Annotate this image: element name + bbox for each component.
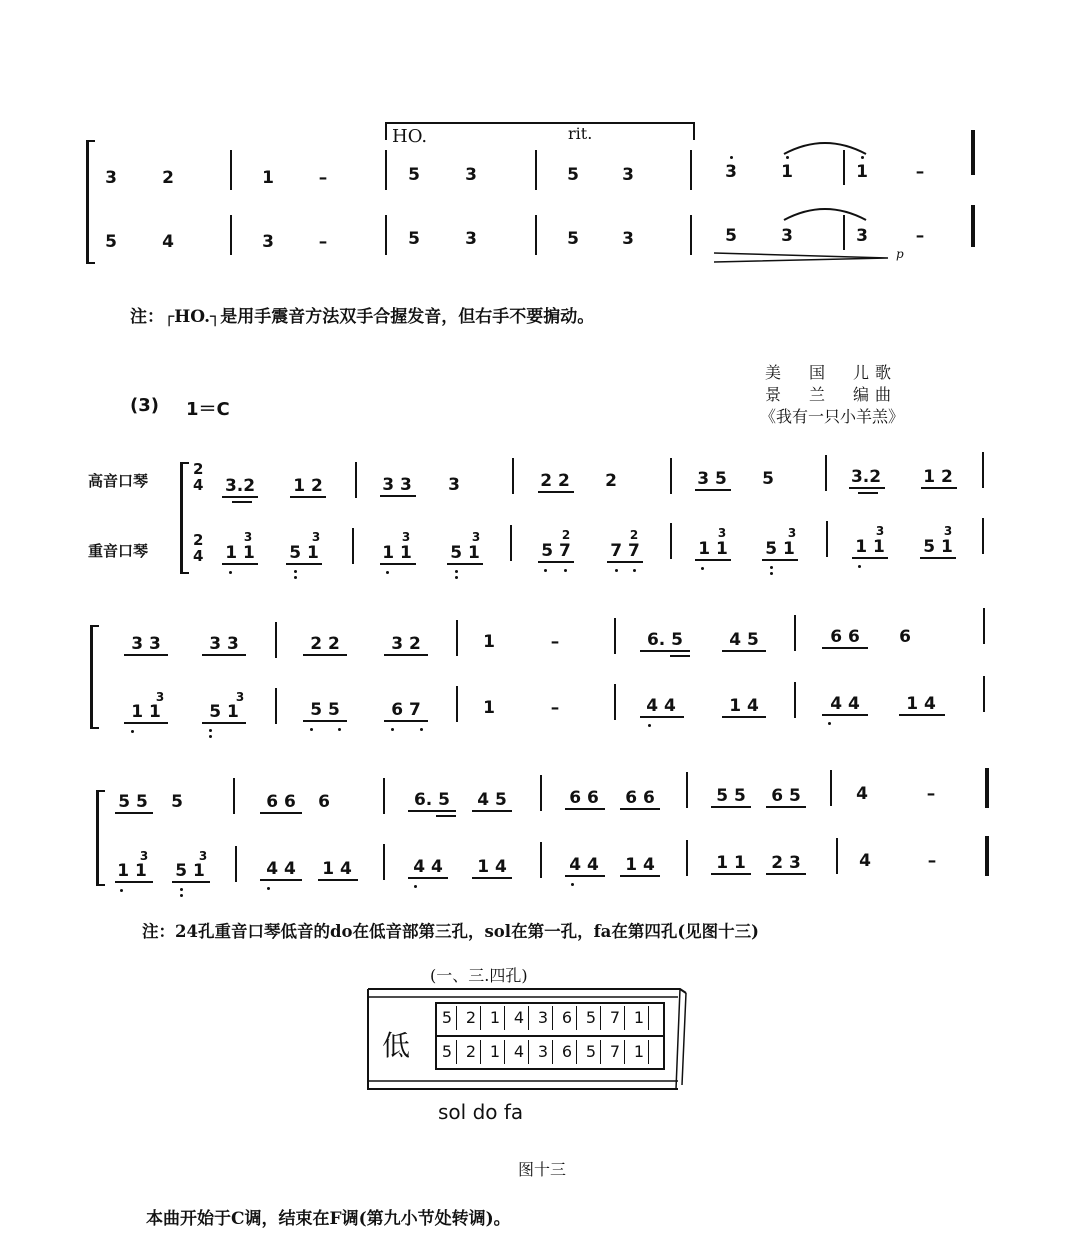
final-barline bbox=[985, 836, 989, 876]
s2-lower: 6 7 bbox=[391, 700, 421, 720]
top-lower-note: 3 bbox=[465, 229, 477, 249]
s1-upper: 5 bbox=[762, 469, 774, 489]
hole-cell: 7 bbox=[606, 1040, 625, 1064]
hole-cell: 4 bbox=[510, 1040, 529, 1064]
s3-lower: 4 bbox=[859, 851, 871, 871]
time-sig-bottom: 4 bbox=[193, 547, 204, 565]
s1-upper: 3 3 bbox=[382, 475, 412, 495]
hole-cell: 7 bbox=[606, 1006, 625, 1030]
beam bbox=[384, 720, 428, 722]
top-upper-note: 3 bbox=[465, 165, 477, 185]
barline bbox=[825, 455, 827, 491]
low-octave-dot bbox=[648, 724, 651, 727]
barline bbox=[355, 462, 357, 498]
low-octave-dot bbox=[391, 728, 394, 731]
s3-lower: 2 3 bbox=[771, 853, 801, 873]
top-lower-note: 4 bbox=[162, 232, 174, 252]
beam bbox=[538, 561, 574, 563]
s2-lower: 5 1 bbox=[209, 702, 239, 722]
beam bbox=[565, 875, 605, 877]
beam bbox=[766, 873, 806, 875]
barline bbox=[352, 528, 354, 564]
beam bbox=[380, 563, 416, 565]
s1-upper: 3.2 bbox=[224, 476, 256, 496]
low-octave-dot bbox=[294, 570, 297, 573]
hole-cell: 4 bbox=[510, 1006, 529, 1030]
top-upper-note: 5 bbox=[567, 165, 579, 185]
beam bbox=[260, 879, 302, 881]
hole-cell: 6 bbox=[558, 1006, 577, 1030]
barline bbox=[275, 622, 277, 658]
tie-arc bbox=[780, 202, 870, 224]
beam bbox=[640, 650, 690, 652]
s1-lower: 1 1 bbox=[855, 537, 885, 557]
beam bbox=[384, 654, 428, 656]
s3-upper: 4 5 bbox=[477, 790, 507, 810]
s2-upper: 6 bbox=[899, 627, 911, 647]
s2-upper: 3 2 bbox=[391, 634, 421, 654]
beam bbox=[303, 654, 347, 656]
low-octave-dot bbox=[180, 888, 183, 891]
barline bbox=[983, 676, 985, 712]
s1-lower: 5 7 bbox=[541, 541, 571, 561]
low-octave-dot bbox=[770, 566, 773, 569]
beam bbox=[858, 492, 878, 494]
s2-lower: 1 4 bbox=[906, 694, 936, 714]
beam bbox=[318, 879, 358, 881]
s1-upper: 3 5 bbox=[697, 469, 727, 489]
s2-upper: – bbox=[550, 632, 560, 652]
s2-lower: 4 4 bbox=[830, 694, 860, 714]
hole-cell: 1 bbox=[486, 1006, 505, 1030]
barline bbox=[535, 150, 537, 190]
beam bbox=[695, 489, 731, 491]
top-lower-note: – bbox=[318, 232, 328, 252]
s2-lower: 4 4 bbox=[646, 696, 676, 716]
ho-label: HO. bbox=[392, 126, 428, 147]
hole-cell: 2 bbox=[462, 1006, 481, 1030]
barline bbox=[690, 150, 692, 190]
beam bbox=[695, 559, 731, 561]
hole-cell: 1 bbox=[630, 1040, 649, 1064]
low-octave-dot bbox=[120, 889, 123, 892]
top-upper-note: – bbox=[915, 162, 925, 182]
barline bbox=[383, 778, 385, 814]
low-octave-dot bbox=[828, 722, 831, 725]
barline bbox=[614, 618, 616, 654]
s1-upper: 2 bbox=[605, 471, 617, 491]
s3-lower: 1 4 bbox=[322, 859, 352, 879]
top-lower-note: 3 bbox=[856, 226, 868, 246]
hole-cell: 1 bbox=[630, 1006, 649, 1030]
top-lower-note: 3 bbox=[622, 229, 634, 249]
low-octave-dot bbox=[455, 570, 458, 573]
s3-upper: 6 5 bbox=[771, 786, 801, 806]
top-system-brace bbox=[86, 140, 95, 264]
beam bbox=[620, 875, 660, 877]
s1-chord-top: 3 bbox=[717, 526, 727, 540]
hole-cell: 5 bbox=[582, 1040, 601, 1064]
low-octave-dot bbox=[571, 883, 574, 886]
low-octave-dot bbox=[858, 565, 861, 568]
s2-lower: 5 5 bbox=[310, 700, 340, 720]
barline bbox=[512, 458, 514, 494]
s3-upper: 6 6 bbox=[266, 792, 296, 812]
beam bbox=[408, 810, 456, 812]
s3-upper: 6. 5 bbox=[413, 790, 451, 810]
low-octave-dot bbox=[267, 887, 270, 890]
beam bbox=[849, 487, 885, 489]
s1-upper: 3 bbox=[448, 475, 460, 495]
s3-chord-top: 3 bbox=[198, 849, 208, 863]
hole-cell: 3 bbox=[534, 1040, 553, 1064]
s2-chord-top: 3 bbox=[235, 690, 245, 704]
low-octave-dot bbox=[615, 569, 618, 572]
beam bbox=[711, 873, 751, 875]
barline bbox=[794, 682, 796, 718]
barline bbox=[456, 620, 458, 656]
beam bbox=[722, 716, 766, 718]
s2-chord-top: 3 bbox=[155, 690, 165, 704]
s3-lower: 4 4 bbox=[413, 857, 443, 877]
s2-lower: – bbox=[550, 698, 560, 718]
s2-upper: 2 2 bbox=[310, 634, 340, 654]
beam bbox=[172, 881, 210, 883]
s1-chord-top: 3 bbox=[787, 526, 797, 540]
system3-brace bbox=[96, 790, 105, 886]
piece-number: (3) bbox=[130, 395, 159, 416]
s1-lower: 5 1 bbox=[765, 539, 795, 559]
tie-arc bbox=[780, 136, 870, 158]
s1-lower: 5 1 bbox=[289, 543, 319, 563]
top-lower-note: 5 bbox=[567, 229, 579, 249]
beam bbox=[286, 563, 322, 565]
s3-upper: 5 5 bbox=[118, 792, 148, 812]
s2-lower: 1 bbox=[483, 698, 495, 718]
beam bbox=[447, 563, 483, 565]
hole-cell: 5 bbox=[438, 1006, 457, 1030]
s3-upper: 4 bbox=[856, 784, 868, 804]
s2-lower: 1 4 bbox=[729, 696, 759, 716]
beam bbox=[899, 714, 945, 716]
s3-upper: 6 6 bbox=[625, 788, 655, 808]
low-octave-dot bbox=[209, 729, 212, 732]
beam bbox=[380, 495, 416, 497]
s3-upper: – bbox=[926, 784, 936, 804]
s3-chord-top: 3 bbox=[139, 849, 149, 863]
beam bbox=[538, 491, 574, 493]
low-octave-dot bbox=[209, 735, 212, 738]
dynamic-mark: p bbox=[896, 247, 904, 261]
hole-cell: 2 bbox=[462, 1040, 481, 1064]
barline bbox=[535, 215, 537, 255]
s1-chord-top: 3 bbox=[943, 524, 953, 538]
top-upper-note: – bbox=[318, 168, 328, 188]
s3-lower: 5 1 bbox=[175, 861, 205, 881]
barline bbox=[690, 215, 692, 255]
final-barline bbox=[971, 130, 975, 175]
low-octave-dot bbox=[544, 569, 547, 572]
barline bbox=[510, 525, 512, 561]
barline bbox=[983, 608, 985, 644]
beam bbox=[202, 654, 246, 656]
s2-upper: 3 3 bbox=[131, 634, 161, 654]
s1-lower: 5 1 bbox=[450, 543, 480, 563]
hole-cell: 3 bbox=[534, 1006, 553, 1030]
beam bbox=[124, 654, 168, 656]
beam bbox=[822, 714, 868, 716]
low-octave-dot bbox=[770, 572, 773, 575]
figure-caption: 图十三 bbox=[518, 1160, 567, 1179]
s2-upper: 4 5 bbox=[729, 630, 759, 650]
low-octave-dot bbox=[701, 567, 704, 570]
top-upper-note: 1 bbox=[781, 162, 793, 182]
s1-upper: 2 2 bbox=[540, 471, 570, 491]
barline bbox=[614, 684, 616, 720]
low-octave-dot bbox=[564, 569, 567, 572]
top-lower-note: 5 bbox=[105, 232, 117, 252]
barline bbox=[456, 686, 458, 722]
s3-lower: 4 4 bbox=[569, 855, 599, 875]
beam bbox=[222, 563, 258, 565]
piece-title: 《我有一只小羊羔》 bbox=[760, 407, 905, 426]
s1-chord-top: 3 bbox=[401, 530, 411, 544]
ho-bracket-line bbox=[385, 122, 695, 124]
beam bbox=[852, 557, 888, 559]
credit-origin: 美 国 儿歌 bbox=[765, 363, 898, 382]
s3-lower: 4 4 bbox=[266, 859, 296, 879]
beam bbox=[436, 815, 456, 817]
s3-lower: 1 4 bbox=[477, 857, 507, 877]
ho-bracket-right bbox=[693, 122, 695, 140]
beam bbox=[472, 877, 512, 879]
low-octave-dot bbox=[420, 728, 423, 731]
top-upper-note: 1 bbox=[856, 162, 868, 182]
time-sig-bottom: 4 bbox=[193, 476, 204, 494]
top-upper-note: 1 bbox=[262, 168, 274, 188]
s1-lower: 1 1 bbox=[382, 543, 412, 563]
s1-chord-top: 3 bbox=[471, 530, 481, 544]
time-sig-top: 2 bbox=[193, 460, 204, 478]
top-lower-note: 5 bbox=[725, 226, 737, 246]
barline bbox=[982, 518, 984, 554]
s3-upper: 5 bbox=[171, 792, 183, 812]
s1-upper: 3.2 bbox=[850, 467, 882, 487]
barline bbox=[843, 215, 845, 250]
s1-chord-top: 3 bbox=[311, 530, 321, 544]
s1-chord-top: 3 bbox=[243, 530, 253, 544]
beam bbox=[766, 806, 806, 808]
top-upper-note: 2 bbox=[162, 168, 174, 188]
beam bbox=[124, 722, 168, 724]
low-octave-dot bbox=[180, 894, 183, 897]
low-octave-dot bbox=[229, 571, 232, 574]
top-lower-note: 5 bbox=[408, 229, 420, 249]
beam bbox=[640, 716, 684, 718]
time-sig-top: 2 bbox=[193, 531, 204, 549]
part-label-high: 高音口琴 bbox=[88, 472, 149, 490]
s3-lower: 1 1 bbox=[716, 853, 746, 873]
solfege-labels: sol do fa bbox=[438, 1100, 524, 1124]
s3-lower: – bbox=[927, 851, 937, 871]
decrescendo-hairpin bbox=[712, 250, 892, 264]
barline bbox=[686, 840, 688, 876]
beam bbox=[565, 808, 605, 810]
s3-upper: 6 bbox=[318, 792, 330, 812]
low-octave-dot bbox=[633, 569, 636, 572]
top-upper-note: 3 bbox=[105, 168, 117, 188]
s2-lower: 1 1 bbox=[131, 702, 161, 722]
s1-lower: 1 1 bbox=[698, 539, 728, 559]
beam bbox=[260, 812, 302, 814]
barline bbox=[275, 688, 277, 724]
beam bbox=[920, 557, 956, 559]
beam bbox=[762, 559, 798, 561]
s2-upper: 1 bbox=[483, 632, 495, 652]
beam bbox=[303, 720, 347, 722]
beam bbox=[822, 647, 868, 649]
beam bbox=[722, 650, 766, 652]
key-signature: 1＝C bbox=[186, 399, 230, 420]
hole-cell: 5 bbox=[438, 1040, 457, 1064]
s1-upper: 1 2 bbox=[293, 476, 323, 496]
barline bbox=[830, 770, 832, 806]
credit-arranger: 景 兰 编曲 bbox=[765, 385, 898, 404]
beam bbox=[222, 496, 258, 498]
beam bbox=[921, 487, 957, 489]
final-barline bbox=[971, 205, 975, 247]
ho-bracket-left bbox=[385, 122, 387, 140]
rit-label: rit. bbox=[568, 124, 593, 143]
s1-chord-top: 2 bbox=[561, 528, 571, 542]
hole-cell: 5 bbox=[582, 1006, 601, 1030]
low-octave-dot bbox=[310, 728, 313, 731]
s1-upper: 1 2 bbox=[923, 467, 953, 487]
part-label-chord: 重音口琴 bbox=[88, 542, 149, 560]
top-lower-note: 3 bbox=[781, 226, 793, 246]
top-upper-note: 3 bbox=[622, 165, 634, 185]
note-hole-positions: 注：24孔重音口琴低音的do在低音部第三孔，sol在第一孔，fa在第四孔(见图十三) bbox=[142, 922, 759, 941]
s3-upper: 6 6 bbox=[569, 788, 599, 808]
system2-brace bbox=[90, 625, 99, 729]
high-octave-dot bbox=[861, 156, 864, 159]
s1-lower: 1 1 bbox=[225, 543, 255, 563]
barline bbox=[670, 458, 672, 494]
final-barline bbox=[985, 768, 989, 808]
s3-upper: 5 5 bbox=[716, 786, 746, 806]
low-octave-dot bbox=[338, 728, 341, 731]
figure-caption-top: (一、三.四孔) bbox=[430, 966, 528, 985]
high-octave-dot bbox=[730, 156, 733, 159]
barline bbox=[686, 772, 688, 808]
top-upper-note: 5 bbox=[408, 165, 420, 185]
low-octave-dot bbox=[294, 576, 297, 579]
top-lower-note: 3 bbox=[262, 232, 274, 252]
top-upper-note: 3 bbox=[725, 162, 737, 182]
beam bbox=[408, 877, 448, 879]
low-octave-dot bbox=[386, 571, 389, 574]
barline bbox=[836, 838, 838, 874]
barline bbox=[826, 521, 828, 557]
barline bbox=[982, 452, 984, 488]
top-lower-note: – bbox=[915, 226, 925, 246]
beam bbox=[607, 561, 643, 563]
s3-lower: 1 1 bbox=[117, 861, 147, 881]
beam bbox=[115, 812, 153, 814]
low-octave-dot bbox=[131, 730, 134, 733]
barline bbox=[383, 844, 385, 880]
note-ho-explanation: 注：┌HO.┐是用手震音方法双手合握发音，但右手不要掮动。 bbox=[130, 307, 595, 327]
s1-chord-top: 2 bbox=[629, 528, 639, 542]
barline bbox=[670, 523, 672, 559]
s2-upper: 3 3 bbox=[209, 634, 239, 654]
barline bbox=[230, 150, 232, 190]
barline bbox=[540, 842, 542, 878]
beam bbox=[711, 806, 751, 808]
low-octave-dot bbox=[455, 576, 458, 579]
barline bbox=[385, 150, 387, 190]
barline bbox=[794, 615, 796, 651]
beam bbox=[620, 808, 660, 810]
beam bbox=[202, 722, 246, 724]
s1-chord-top: 3 bbox=[875, 524, 885, 538]
low-register-label: 低 bbox=[382, 1029, 411, 1062]
barline bbox=[230, 215, 232, 255]
beam bbox=[232, 501, 252, 503]
beam bbox=[472, 810, 512, 812]
hole-cell: 1 bbox=[486, 1040, 505, 1064]
low-octave-dot bbox=[414, 885, 417, 888]
s1-lower: 5 1 bbox=[923, 537, 953, 557]
barline bbox=[235, 846, 237, 882]
s2-upper: 6. 5 bbox=[646, 630, 684, 650]
beam bbox=[670, 655, 690, 657]
beam bbox=[290, 496, 326, 498]
beam bbox=[115, 881, 153, 883]
s3-lower: 1 4 bbox=[625, 855, 655, 875]
hole-cell: 6 bbox=[558, 1040, 577, 1064]
barline bbox=[540, 775, 542, 811]
footer-note: 本曲开始于C调，结束在F调(第九小节处转调)。 bbox=[146, 1209, 511, 1229]
s2-upper: 6 6 bbox=[830, 627, 860, 647]
system1-brace bbox=[180, 462, 189, 574]
s1-lower: 7 7 bbox=[610, 541, 640, 561]
barline bbox=[233, 778, 235, 814]
barline bbox=[843, 150, 845, 185]
barline bbox=[385, 215, 387, 255]
